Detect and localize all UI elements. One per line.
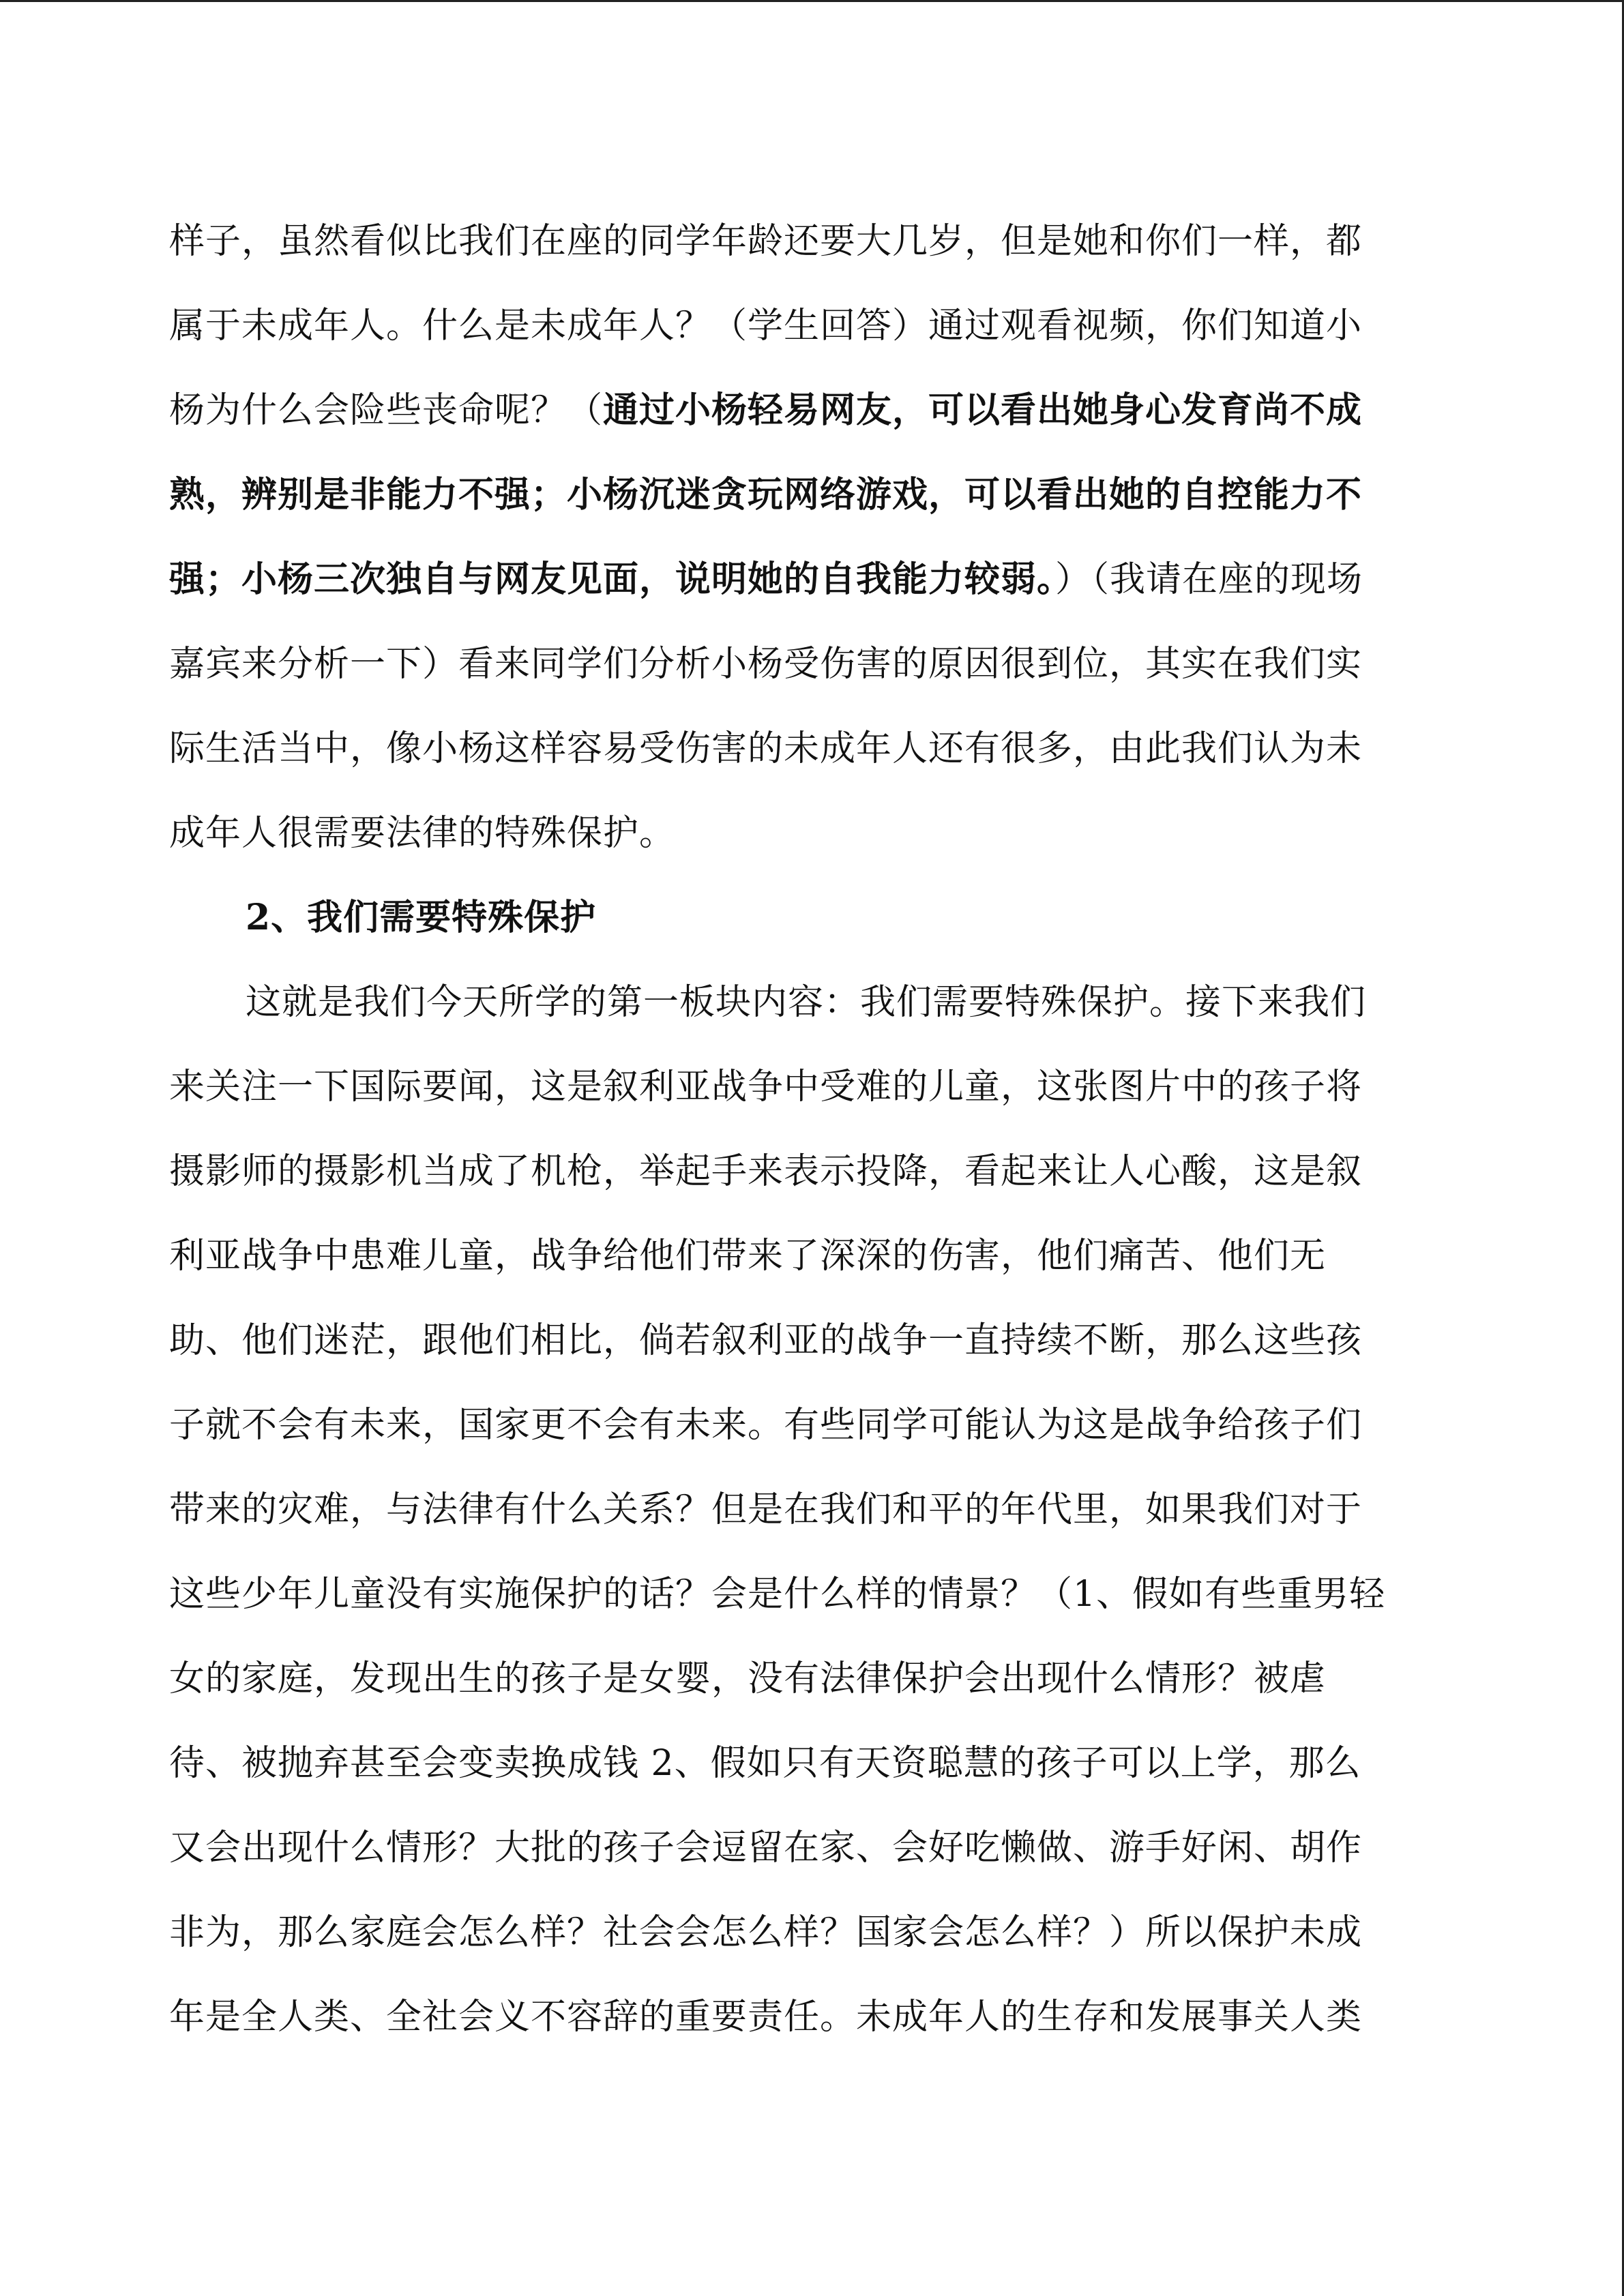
text-line: 样子，虽然看似比我们在座的同学年龄还要大几岁，但是她和你们一样，都 — [169, 221, 1363, 262]
text-bold: 通过小杨轻易网友，可以看出她身心发育尚不成 — [603, 389, 1363, 431]
text-line: 嘉宾来分析一下）看来同学们分析小杨受伤害的原因很到位，其实在我们实 — [169, 644, 1363, 685]
text-line: 女的家庭，发现出生的孩子是女婴，没有法律保护会出现什么情形？被虐 — [169, 1658, 1327, 1699]
text-line — [169, 376, 1362, 445]
text-line: 摄影师的摄影机当成了机枪，举起手来表示投降，看起来让人心酸，这是叙 — [169, 1151, 1363, 1192]
text-line — [169, 546, 1363, 614]
text-line: 利亚战争中患难儿童，战争给他们带来了深深的伤害，他们痛苦、他们无 — [169, 1236, 1327, 1277]
text-line: 非为，那么家庭会怎么样？社会会怎么样？国家会怎么样？）所以保护未成 — [169, 1912, 1363, 1953]
text-line: 又会出现什么情形？大批的孩子会逗留在家、会好吃懒做、游手好闲、胡作 — [169, 1828, 1363, 1868]
text-plain: ）（我请在座的现场 — [1055, 559, 1363, 600]
text-line: 属于未成年人。什么是未成年人？（学生回答）通过观看视频，你们知道小 — [169, 305, 1363, 346]
text-line: 待、被抛弃甚至会变卖换成钱 2、假如只有天资聪慧的孩子可以上学，那么 — [169, 1743, 1361, 1784]
text-line: 带来的灾难，与法律有什么关系？但是在我们和平的年代里，如果我们对于 — [169, 1489, 1363, 1530]
text-line: 际生活当中，像小杨这样容易受伤害的未成年人还有很多，由此我们认为未 — [169, 728, 1363, 769]
text-line: 子就不会有未来，国家更不会有未来。有些同学可能认为这是战争给孩子们 — [169, 1405, 1363, 1446]
text-line-bold: 熟，辨别是非能力不强；小杨沉迷贪玩网络游戏，可以看出她的自控能力不 — [169, 474, 1363, 516]
text-line: 年是全人类、全社会义不容辞的重要责任。未成年人的生存和发展事关人类 — [169, 1997, 1363, 2038]
text-line: 成年人很需要法律的特殊保护。 — [169, 813, 676, 854]
text-line: 这些少年儿童没有实施保护的话？会是什么样的情景？（1、假如有些重男轻 — [169, 1574, 1386, 1615]
text-line: 助、他们迷茫，跟他们相比，倘若叙利亚的战争一直持续不断，那么这些孩 — [169, 1320, 1363, 1361]
page-top-border — [0, 0, 1624, 2]
text-line: 这就是我们今天所学的第一板块内容：我们需要特殊保护。接下来我们 — [246, 982, 1367, 1023]
section-heading: 2、我们需要特殊保护 — [246, 897, 597, 938]
text-line: 来关注一下国际要闻，这是叙利亚战争中受难的儿童，这张图片中的孩子将 — [169, 1067, 1363, 1107]
text-bold: 强；小杨三次独自与网友见面，说明她的自我能力较弱。 — [169, 558, 1056, 600]
text-plain: 杨为什么会险些丧命呢？（ — [169, 390, 604, 431]
